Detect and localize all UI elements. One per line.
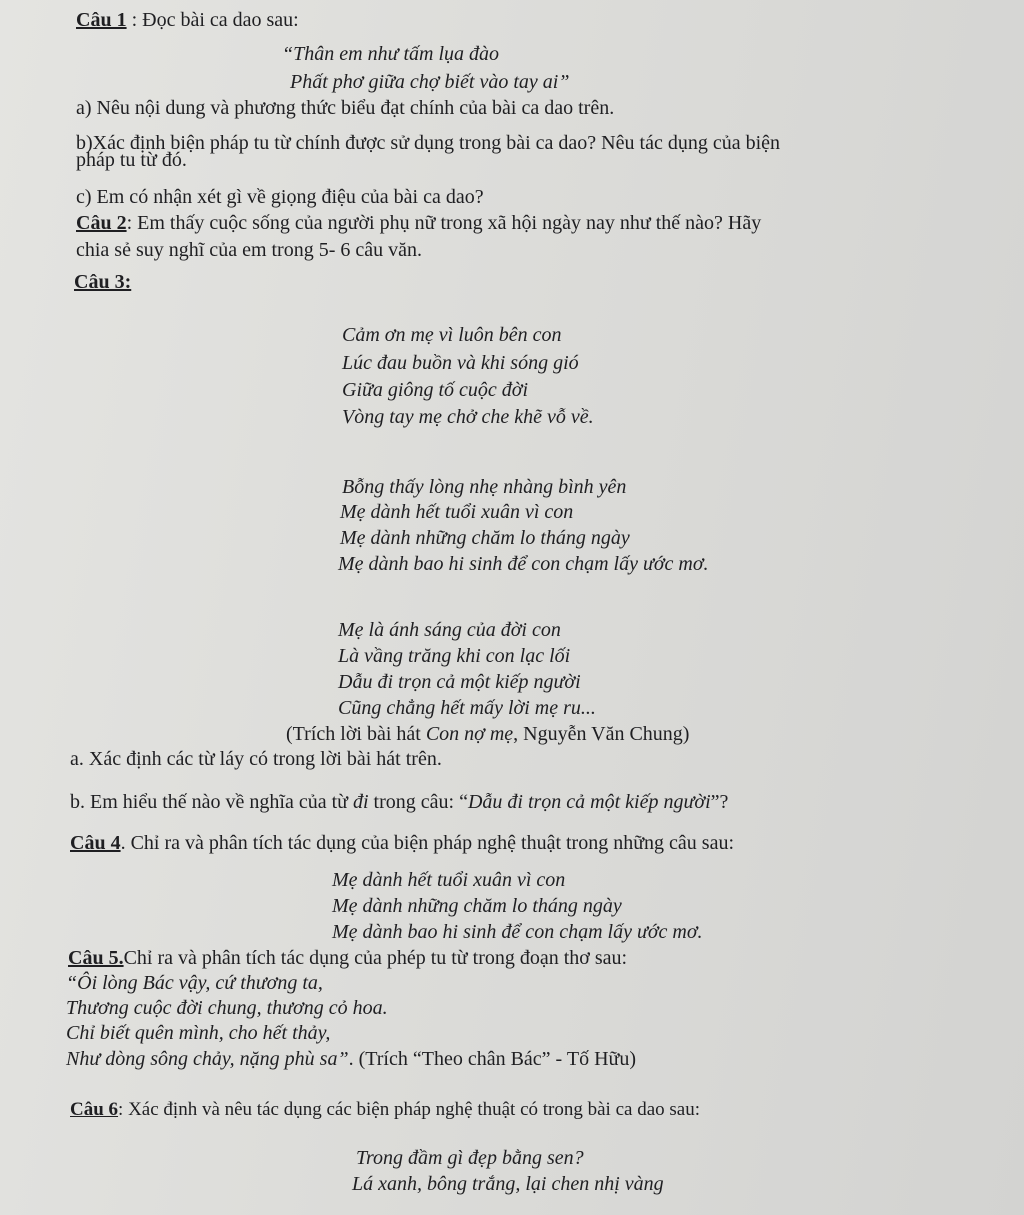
q1-poem-line-2: Phất phơ giữa chợ biết vào tay ai” [290, 71, 570, 93]
q3-stanza2-line-2: Mẹ dành hết tuổi xuân vì con [340, 501, 574, 523]
q5-line-4 [66, 1047, 636, 1071]
q3-stanza3-line-3: Dẫu đi trọn cả một kiếp người [338, 671, 581, 693]
q4-text: . Chỉ ra và phân tích tác dụng của biện pháp nghệ thuật trong những câu sau: [120, 832, 735, 854]
q2-line-1 [76, 211, 761, 235]
q1-part-c: c) Em có nhận xét gì về giọng điệu của bài ca dao? [76, 186, 484, 208]
q5-line-4-source: . (Trích “Theo chân Bác” - Tố Hữu) [348, 1048, 637, 1070]
q6-text: : Xác định và nêu tác dụng các biện pháp nghệ thuật có trong bài ca dao sau: [118, 1099, 700, 1120]
q6-label: Câu 6 [70, 1099, 119, 1120]
q3-source-suffix: , Nguyễn Văn Chung) [513, 723, 690, 745]
q5-label: Câu 5. [68, 947, 124, 969]
q3-stanza1-line-1: Cảm ơn mẹ vì luôn bên con [342, 324, 562, 346]
q4-line-3: Mẹ dành bao hi sinh để con chạm lấy ước mơ. [332, 921, 703, 943]
q5-line-3: Chỉ biết quên mình, cho hết thảy, [66, 1022, 331, 1044]
q1-part-b-line-2: pháp tu từ đó. [76, 149, 187, 171]
q3-part-b-end: ”? [710, 791, 729, 813]
q3-source-prefix: (Trích lời bài hát [286, 723, 426, 745]
q6-line-1: Trong đầm gì đẹp bằng sen? [356, 1147, 584, 1169]
q3-stanza3-line-1: Mẹ là ánh sáng của đời con [338, 619, 561, 641]
q1-heading [76, 8, 299, 32]
q2-line-2: chia sẻ suy nghĩ của em trong 5- 6 câu văn. [76, 239, 423, 261]
q3-part-a: a. Xác định các từ láy có trong lời bài hát trên. [70, 748, 442, 770]
q4-label: Câu 4 [70, 832, 121, 854]
q2-label: Câu 2 [76, 212, 127, 234]
q5-line-4-verse: Như dòng sông chảy, nặng phù sa” [66, 1048, 349, 1070]
q3-part-b-prefix: b. Em hiểu thế nào về nghĩa của từ [70, 791, 353, 813]
q3-part-b [70, 790, 728, 814]
q5-text: Chỉ ra và phân tích tác dụng của phép tu từ trong đoạn thơ sau: [123, 947, 628, 969]
q3-part-b-quote: Dẫu đi trọn cả một kiếp người [467, 791, 711, 813]
q3-stanza1-line-3: Giữa giông tố cuộc đời [342, 379, 529, 401]
q4-line-2: Mẹ dành những chăm lo tháng ngày [332, 895, 622, 917]
q5-line-1: “Ôi lòng Bác vậy, cứ thương ta, [66, 972, 323, 994]
q3-part-b-mid: trong câu: “ [368, 791, 468, 813]
q6-line-2: Lá xanh, bông trắng, lại chen nhị vàng [352, 1173, 664, 1195]
q1-label: Câu 1 [76, 9, 127, 31]
q3-stanza3-line-2: Là vầng trăng khi con lạc lối [338, 645, 571, 667]
q3-part-b-word: đi [352, 791, 369, 813]
q6-heading [70, 1098, 700, 1122]
q5-heading [68, 946, 627, 970]
q3-stanza1-line-2: Lúc đau buồn và khi sóng gió [342, 352, 579, 374]
q3-source-title: Con nợ mẹ [425, 723, 514, 745]
q3-stanza2-line-1: Bỗng thấy lòng nhẹ nhàng bình yên [342, 476, 627, 498]
q3-stanza2-line-3: Mẹ dành những chăm lo tháng ngày [340, 527, 630, 549]
q3-stanza2-line-4: Mẹ dành bao hi sinh để con chạm lấy ước mơ. [338, 553, 709, 575]
q4-heading [70, 831, 734, 855]
q1-poem-line-1: “Thân em như tấm lụa đào [282, 43, 500, 65]
q3-source [286, 722, 689, 746]
q4-line-1: Mẹ dành hết tuổi xuân vì con [332, 869, 566, 891]
q1-part-a: a) Nêu nội dung và phương thức biểu đạt chính của bài ca dao trên. [76, 97, 615, 119]
q2-text: : Em thấy cuộc sống của người phụ nữ trong xã hội ngày nay như thế nào? Hãy [126, 212, 762, 234]
q1-prompt: : Đọc bài ca dao sau: [126, 9, 299, 31]
q3-stanza3-line-4: Cũng chẳng hết mấy lời mẹ ru... [338, 697, 596, 719]
q3-stanza1-line-4: Vòng tay mẹ chở che khẽ vỗ về. [342, 406, 594, 428]
q3-label: Câu 3: [74, 271, 132, 293]
q1-part-b-line-1: b)Xác định biện pháp tu từ chính được sử dụng trong bài ca dao? Nêu tác dụng của biện [76, 132, 781, 154]
q5-line-2: Thương cuộc đời chung, thương cỏ hoa. [66, 997, 388, 1019]
